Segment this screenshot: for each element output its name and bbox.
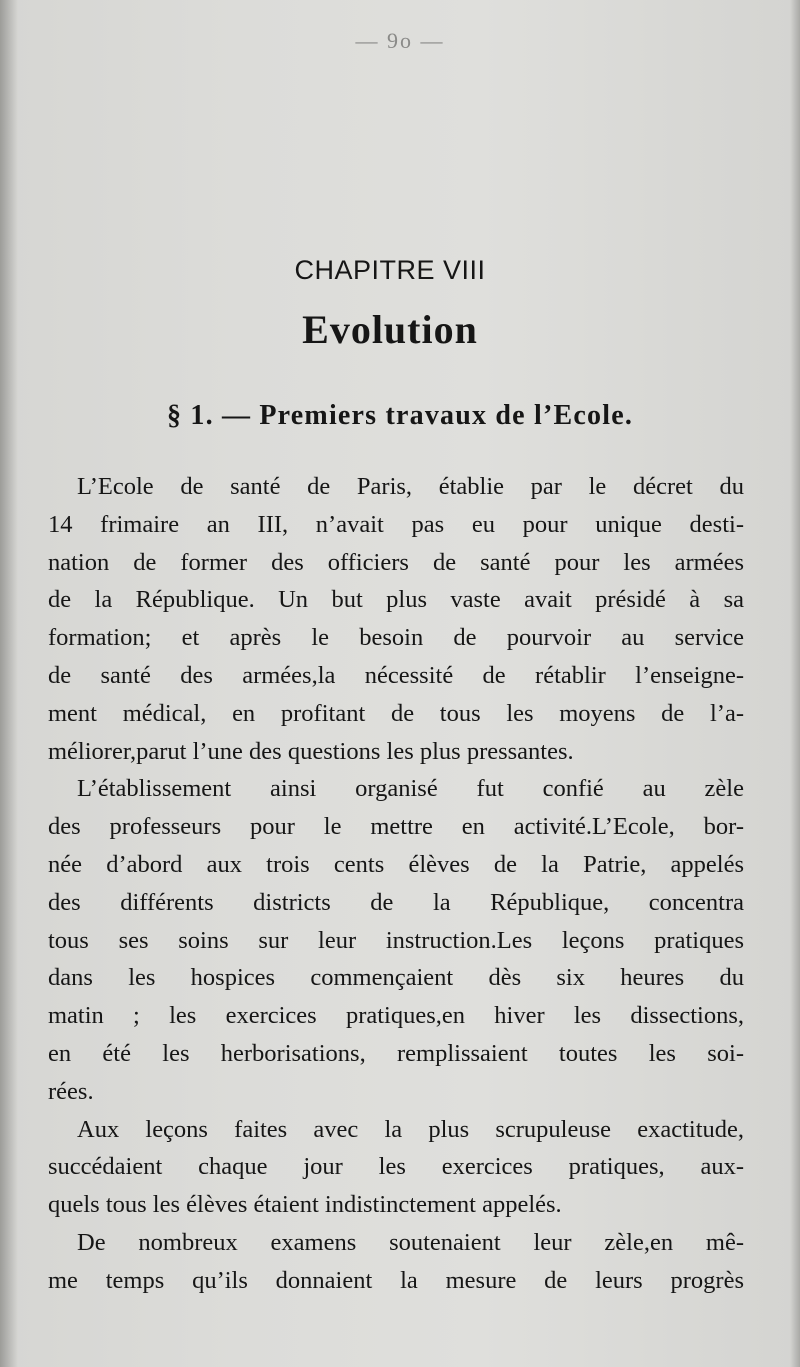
- text-line: méliorer,parut l’une des questions les plus pressantes.: [48, 737, 574, 765]
- text-line: L’établissement ainsi organisé fut confié au zèle: [77, 775, 744, 803]
- text-line: nation de former des officiers de santé pour les armées: [48, 548, 744, 576]
- page-number: — 9o —: [355, 28, 445, 53]
- text-line: ment médical, en profitant de tous les moyens de l’a-: [48, 699, 744, 727]
- text-line: de la République. Un but plus vaste avait présidé à sa: [48, 586, 744, 614]
- text-line: tous ses soins sur leur instruction.Les leçons pratiques: [48, 926, 744, 954]
- text-line: formation; et après le besoin de pourvoir au service: [48, 624, 744, 652]
- chapter-title: Evolution: [302, 307, 478, 352]
- section-heading: § 1. — Premiers travaux de l’Ecole.: [166, 400, 634, 431]
- text-line: en été les herborisations, remplissaient toutes les soi-: [48, 1039, 744, 1067]
- text-line: L’Ecole de santé de Paris, établie par le décret du: [77, 473, 744, 500]
- chapter-heading: CHAPITRE VIII: [294, 255, 486, 285]
- page-edge-shadow: [0, 0, 18, 1367]
- text-line: quels tous les élèves étaient indistinctement appelés.: [48, 1191, 562, 1219]
- page-edge-shadow-right: [790, 0, 800, 1367]
- text-line: matin ; les exercices pratiques,en hiver les dissections,: [48, 1002, 744, 1030]
- text-line: née d’abord aux trois cents élèves de la Patrie, appelés: [48, 850, 744, 878]
- body-text: [48, 468, 744, 1300]
- text-line: Aux leçons faites avec la plus scrupuleuse exactitude,: [77, 1115, 744, 1143]
- text-line: succédaient chaque jour les exercices pratiques, aux-: [48, 1153, 744, 1181]
- text-line: des professeurs pour le mettre en activité.L’Ecole, bor-: [48, 813, 744, 841]
- text-line: des différents districts de la République, concentra: [48, 888, 744, 916]
- text-line: rées.: [48, 1077, 94, 1105]
- text-line: me temps qu’ils donnaient la mesure de leurs progrès: [48, 1266, 744, 1294]
- text-line: de santé des armées,la nécessité de rétablir l’enseigne-: [48, 661, 744, 689]
- text-line: dans les hospices commençaient dès six heures du: [48, 964, 744, 992]
- text-line: De nombreux examens soutenaient leur zèle,en mê-: [77, 1228, 744, 1256]
- text-line: 14 frimaire an III, n’avait pas eu pour unique desti-: [48, 510, 744, 538]
